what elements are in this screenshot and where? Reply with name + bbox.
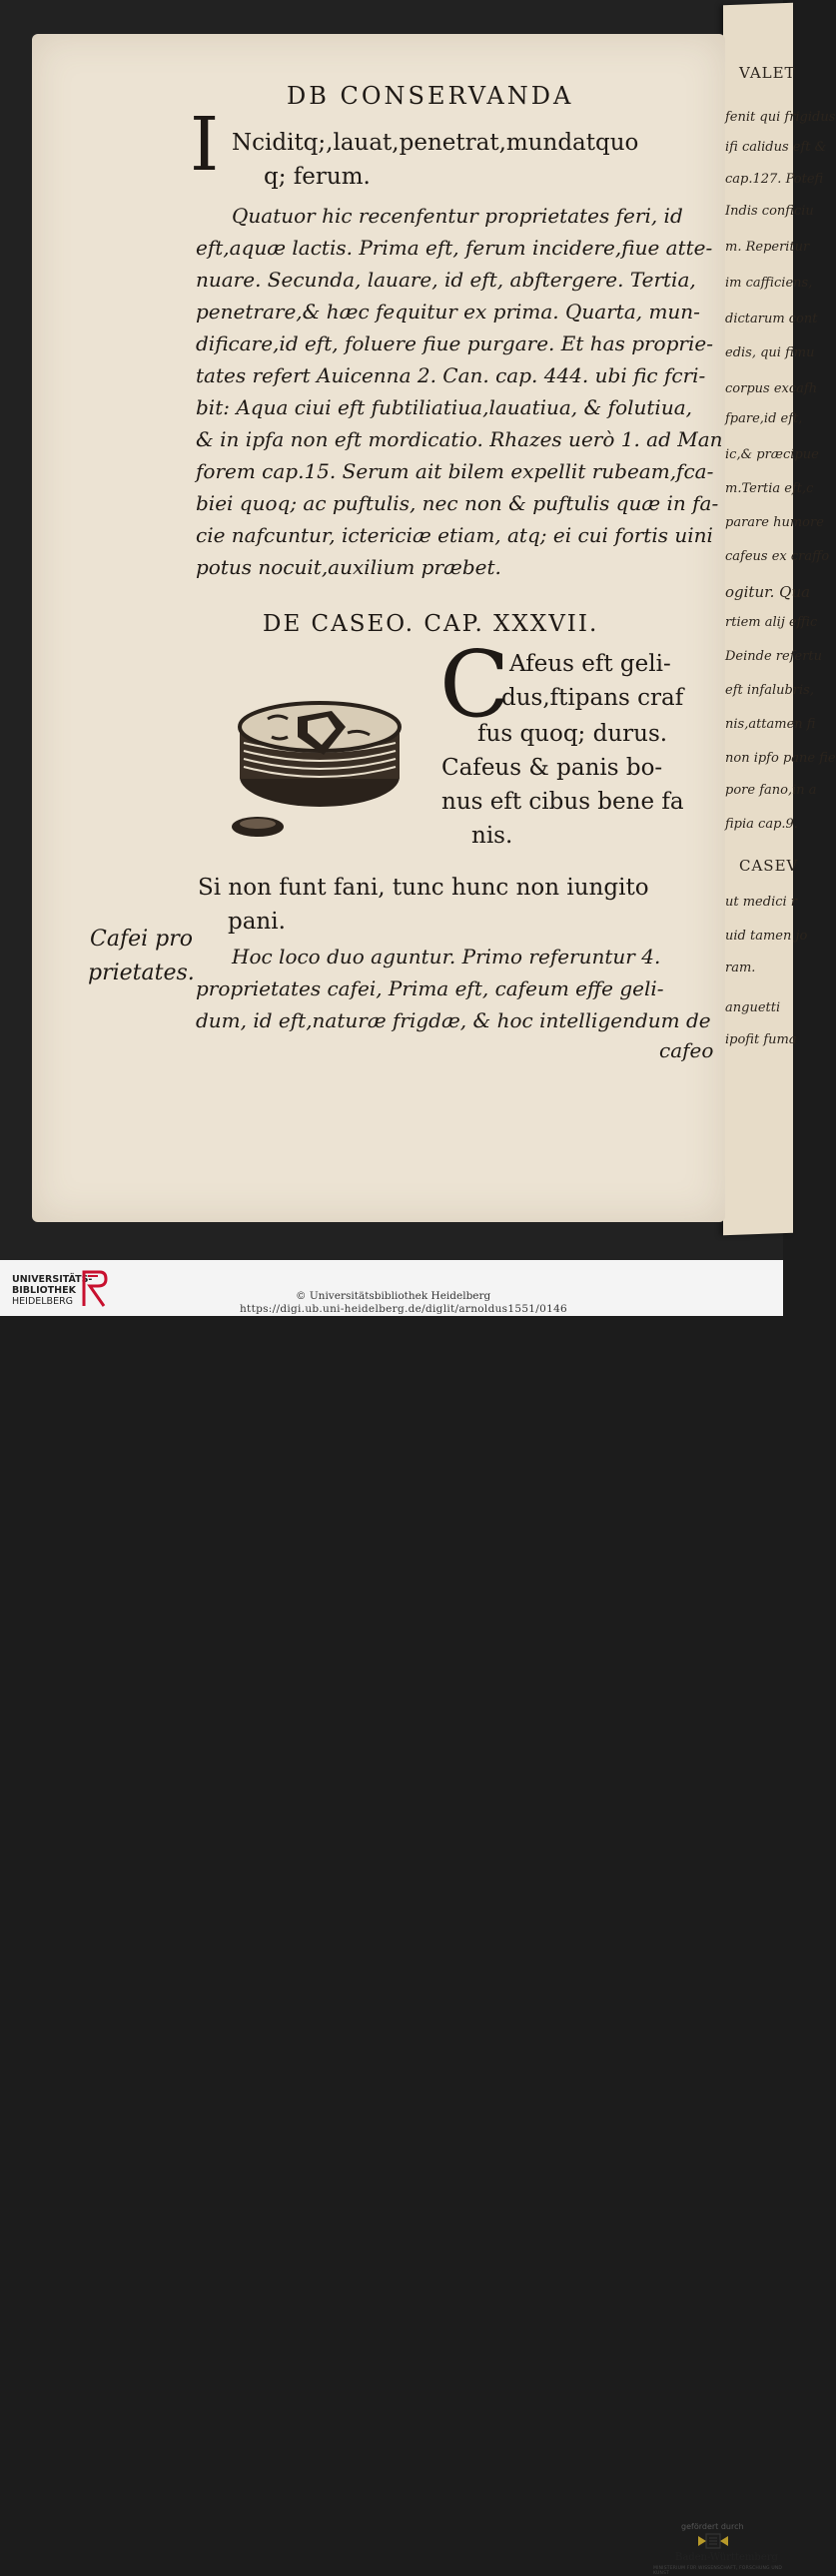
- verse-line: Afeus eft geli-: [509, 651, 671, 677]
- facing-page-line: Indis conficiu: [725, 204, 814, 219]
- verse-line: nis.: [471, 823, 513, 849]
- commentary-line: eft,aquæ lactis. Prima eft, ferum incidere,fiue atte-: [196, 236, 713, 260]
- facing-page-line: ipofit fuma: [725, 1032, 797, 1047]
- facing-page-line: m. Reperitur: [725, 240, 810, 255]
- commentary-line: dificare,id eft, foluere fiue purgare. Et has proprie-: [196, 331, 713, 355]
- facing-page-line: dictarum cont: [725, 312, 818, 326]
- facing-page-line: fenit qui frigidus: [725, 110, 836, 125]
- cheese-woodcut: [228, 689, 408, 839]
- commentary-line: forem cap.15. Serum ait bilem expellit rubeam,fca-: [196, 459, 714, 483]
- facing-page-line: corpus excafh: [725, 381, 818, 396]
- catchword: cafeo: [659, 1038, 714, 1062]
- commentary-line: nuare. Secunda, lauare, id eft, abftergere. Tertia,: [196, 268, 696, 292]
- baden-wuerttemberg-crest-icon: [696, 2532, 730, 2550]
- verse-line: dus,ftipans craf: [501, 685, 684, 711]
- verse-line: nus eft cibus bene fa: [441, 789, 684, 815]
- verse-line: fus quoq; durus.: [477, 721, 668, 747]
- facing-page-line: anguetti: [725, 1000, 781, 1015]
- commentary-line: Hoc loco duo aguntur. Primo referuntur 4.: [232, 945, 661, 968]
- scanned-spread: [0, 0, 836, 1260]
- facing-page-line: pore fano,in a: [725, 783, 817, 798]
- funder-ministry: MINISTERIUM FÜR WISSENSCHAFT, FORSCHUNG UND KUNST: [653, 2566, 783, 2576]
- facing-page-line: edis, qui fimu: [725, 345, 815, 360]
- facing-page-line: uid tamen jo: [725, 929, 808, 944]
- permalink-url[interactable]: https://digi.ub.uni-heidelberg.de/diglit/arnoldus1551/0146: [240, 1303, 568, 1315]
- facing-page-line: VALET: [739, 64, 796, 82]
- library-name-line: UNIVERSITÄTS-: [12, 1274, 93, 1285]
- facing-page-line: im cafficiens,: [725, 276, 813, 291]
- copyright-text: © Universitätsbibliothek Heidelberg: [296, 1290, 491, 1302]
- facing-page-line: non ipfo pane fie: [725, 751, 836, 766]
- commentary-line: biei quoq; ac puftulis, nec non & puftulis quæ in fa-: [196, 491, 719, 515]
- marginal-note: Cafei pro: [90, 927, 193, 952]
- commentary-line: & in ipfa non eft mordicatio. Rhazes uerò 1. ad Man: [196, 427, 723, 451]
- facing-page-line: CASEV: [739, 857, 799, 875]
- funded-by-label: gefördert durch: [681, 2522, 744, 2531]
- commentary-line: tates refert Auicenna 2. Can. cap. 444. ubi fic fcri-: [196, 363, 706, 387]
- facing-page-line: m.Tertia eft,c: [725, 481, 814, 496]
- commentary-line: Quatuor hic recenfentur proprietates feri, id: [232, 204, 683, 228]
- commentary-line: dum, id eft,naturæ frigdæ, & hoc intelligendum de: [196, 1008, 711, 1032]
- commentary-line: proprietates cafei, Prima eft, cafeum effe geli-: [196, 976, 664, 1000]
- library-logo-icon: [80, 1268, 108, 1308]
- facing-page-line: ogitur. Qua: [725, 583, 811, 601]
- drop-initial-c: C: [439, 631, 510, 738]
- verse-line: q; ferum.: [264, 164, 371, 190]
- running-head: DB CONSERVANDA: [287, 82, 574, 110]
- verse-line: pani.: [228, 909, 286, 935]
- facing-page-line: parare humore: [725, 515, 824, 530]
- funder-name: Baden-Württemberg: [675, 2552, 778, 2563]
- commentary-line: cie nafcuntur, ictericiæ etiam, atq; ei cui fortis uini: [196, 523, 713, 547]
- drop-initial-i: I: [190, 102, 220, 188]
- facing-page-line: ic,& præcipue: [725, 447, 819, 462]
- facing-page-line: cafeus ex craffo: [725, 549, 830, 564]
- commentary-line: bit: Aqua ciui eft fubtiliatiua,lauatiua, & folutiua,: [196, 395, 692, 419]
- facing-page-line: fipia cap.9.: [725, 817, 798, 832]
- chapter-heading: DE CASEO. CAP. XXXVII.: [263, 611, 599, 637]
- facing-page-line: fpare,id eft,: [725, 411, 803, 426]
- facing-page-line: nis,attamen fi: [725, 717, 816, 732]
- verse-line: Si non funt fani, tunc hunc non iungito: [198, 875, 649, 901]
- facing-page-line: ut medici r: [725, 895, 798, 910]
- facing-page-line: cap.127. Potefi: [725, 172, 824, 187]
- marginal-note: prietates.: [88, 961, 195, 985]
- verse-line: Cafeus & panis bo-: [441, 755, 663, 781]
- facing-page-line: eft infalubris,: [725, 683, 814, 698]
- facing-page-line: Deinde refertu: [725, 649, 823, 664]
- facing-page-line: rtiem alij effic: [725, 615, 818, 630]
- commentary-line: potus nocuit,auxilium præbet.: [196, 555, 501, 579]
- library-name-line: BIBLIOTHEK: [12, 1285, 76, 1296]
- facing-page-line: ifi calidus eft &: [725, 140, 827, 155]
- verse-line: Nciditq;,lauat,penetrat,mundatquo: [232, 130, 639, 156]
- facing-page-line: ram.: [725, 961, 756, 975]
- commentary-line: penetrare,& hæc fequitur ex prima. Quarta, mun-: [196, 300, 700, 323]
- library-name-line: HEIDELBERG: [12, 1296, 74, 1307]
